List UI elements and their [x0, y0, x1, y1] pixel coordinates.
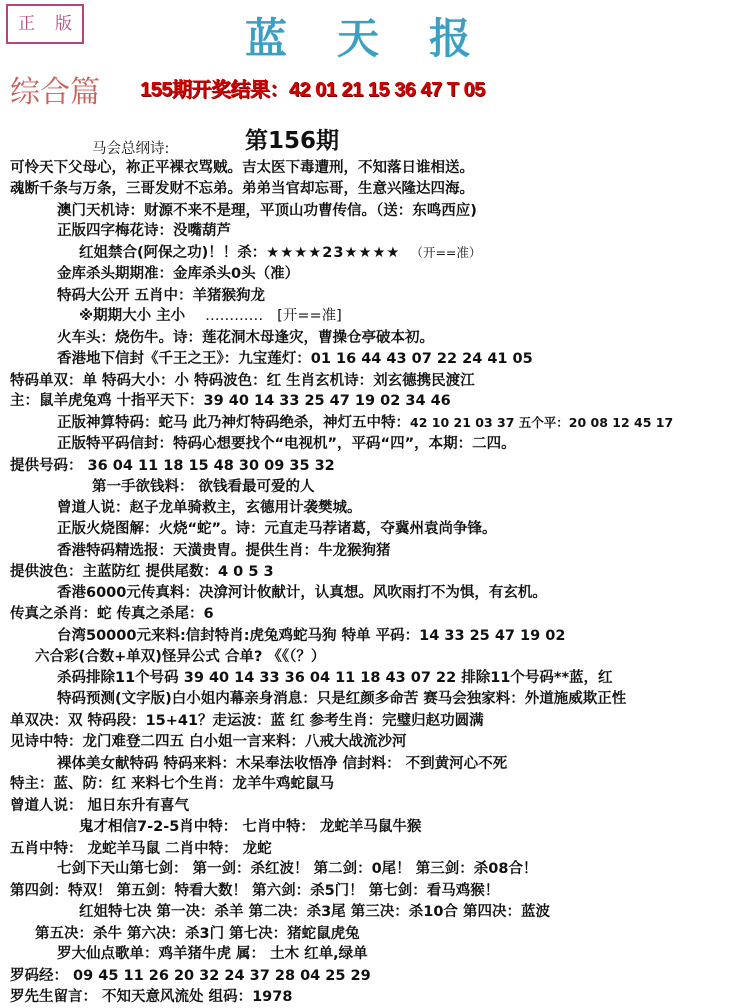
- plum-blossom-poem: 正版四字梅花诗：没嘴葫芦: [57, 223, 231, 240]
- divine-lamp-numbers: 42 10 21 03 37 五个平：20 08 12 45 17: [410, 415, 674, 431]
- hk-selection-line: 香港特码精选报：天潢贵胄。提供生肖：牛龙猴狗猪: [57, 542, 391, 559]
- prediction-line: 特码预测(文字版)白小姐内幕亲身消息：只是红颜多命苦 赛马会独家料：外道施威欺正性: [57, 691, 627, 708]
- five-zodiac-line: 五肖中特： 龙蛇羊马鼠 二肖中特： 龙蛇: [10, 840, 272, 857]
- fire-diagram-line: 正版火烧图解：火烧“蛇”。诗：元直走马荐诸葛，夺冀州袁尚争锋。: [57, 521, 497, 538]
- ghost-talent-line: 鬼才相信7-2-5肖中特： 七肖中特： 龙蛇羊马鼠牛猴: [79, 818, 422, 835]
- taiwan-line: 台湾50000元来料:信封特肖:虎兔鸡蛇马狗 特单 平码：14 33 25 47 19 02: [57, 627, 566, 644]
- masthead-title: 蓝天报: [245, 14, 522, 63]
- stamp-char-right: 版: [55, 13, 72, 34]
- odd-even-decision-line: 单双决：双 特码段：15+41？走运波：蓝 红 参考生肖：完璧归赵功圆满: [10, 712, 484, 729]
- big-small-note: [开==准]: [277, 308, 342, 325]
- fax-kill-line: 传真之杀肖：蛇 传真之杀尾：6: [10, 606, 214, 623]
- wave-color-line: 提供波色：主蓝防红 提供尾数：4 0 5 3: [10, 563, 274, 580]
- odd-even-line: 特码单双：单 特码大小：小 特码波色：红 生肖玄机诗：刘玄德携民渡江: [10, 372, 475, 389]
- poem-line-2: 魂断千条与万条，三哥发财不忘弟。弟弟当官却忘哥，生意兴隆达四海。: [10, 180, 474, 197]
- poem-title: 马会总纲诗:: [92, 141, 170, 157]
- section-title: 综合篇: [10, 75, 100, 110]
- divine-lamp-line: [57, 416, 673, 431]
- big-small-line: [79, 309, 342, 324]
- beauty-code-line: 裸体美女献特码 特码来料：木呆奉法收悟净 信封料： 不到黄河心不死: [57, 755, 508, 772]
- issue-number: 第156期: [245, 128, 340, 154]
- seven-swords-line-2: 第四剑：特双！ 第五剑：特看大数！ 第六剑：杀5门！ 第七剑：看马鸡猴！: [10, 883, 500, 900]
- hk-envelope-line: 香港地下信封《千王之王》：九宝莲灯：01 16 44 43 07 22 24 41 05: [57, 350, 533, 367]
- macau-oracle-poem: 澳门天机诗：财源不来不是理，平顶山功曹传信。（送：东鸣西应): [57, 202, 477, 219]
- kill-code-line: 杀码排除11个号码 39 40 14 33 36 04 11 18 43 07 22 排除11个号码**蓝，红: [57, 670, 613, 687]
- special-code-line: 特码大公开 五肖中：羊猪猴狗龙: [57, 287, 266, 304]
- poem-special-line: 见诗中特：龙门难登二四五 白小姐一言来料：八戒大战流沙河: [10, 733, 407, 750]
- seven-decisions-line-1: 红姐特七决 第一决：杀羊 第二决：杀3尾 第三决：杀10合 第四决：蓝波: [79, 903, 550, 920]
- taoist-saying-line: 曾道人说：赵子龙单骑救主，玄德用计袭樊城。: [57, 500, 362, 517]
- first-hand-line: 第一手欲钱料： 欲钱看最可爱的人: [92, 478, 315, 495]
- red-sister-line: [79, 246, 481, 261]
- luo-code-line: 罗码经： 09 45 11 26 20 32 24 37 28 04 25 29: [10, 968, 371, 985]
- poem-line-1: 可怜天下父母心，祢正平裸衣骂贼。吉太医下毒遭刑，不知落日谁相送。: [10, 160, 474, 176]
- formula-line: 六合彩(合数+单双)怪异公式 合单? 《《（？）: [35, 648, 326, 665]
- flat-code-envelope-line: 正版特平码信封：特码心想要找个“电视机”，平码“四”，本期：二四。: [57, 436, 516, 453]
- luo-message-line: 罗先生留言： 不知天意风流处 组码：1978: [10, 989, 293, 1005]
- rising-sun-line: 曾道人说： 旭日东升有喜气: [10, 798, 190, 815]
- red-sister-label: 红姐禁合(阿保之功)！！杀：: [79, 245, 267, 262]
- stamp-char-left: 正: [18, 13, 35, 34]
- big-small-label: ※期期大小 主小: [79, 308, 186, 325]
- genuine-stamp: [6, 4, 84, 44]
- main-zodiac-line: 主：鼠羊虎兔鸡 十指平天下：39 40 14 33 25 47 19 02 34 46: [10, 393, 451, 410]
- main-color-line: 特主：蓝、防：红 来料七个生肖：龙羊牛鸡蛇鼠马: [10, 776, 335, 793]
- provided-numbers-line: 提供号码： 36 04 11 18 15 48 30 09 35 32: [10, 457, 335, 474]
- draw-result-banner: 155期开奖结果：42 01 21 15 36 47 T 05: [140, 79, 485, 101]
- seven-swords-line-1: 七剑下天山第七剑： 第一剑：杀红波！ 第二剑：0尾！ 第三剑：杀08合！: [57, 861, 538, 878]
- divine-lamp-label: 正版神算特码：蛇马 此乃神灯特码绝杀，神灯五中特：: [57, 415, 411, 432]
- red-sister-note: （开==准）: [410, 245, 482, 261]
- treasury-line: 金库杀头期期准：金库杀头0头（准）: [57, 265, 300, 282]
- big-small-dots: …………: [205, 308, 264, 325]
- red-sister-stars: ★★★★23★★★★: [266, 245, 401, 262]
- song-list-line: 罗大仙点歌单：鸡羊猪牛虎 属： 土木 红单,绿单: [57, 946, 368, 963]
- seven-decisions-line-2: 第五决：杀牛 第六决：杀3门 第七决：猪蛇鼠虎兔: [35, 925, 360, 942]
- train-head-line: 火车头：烧伤牛。诗：莲花洞木母逢灾，曹操仓亭破本初。: [57, 330, 434, 347]
- hk-fax-line: 香港6000元传真料：决渰河计攸献计，认真想。风吹雨打不为惧，有玄机。: [57, 585, 547, 602]
